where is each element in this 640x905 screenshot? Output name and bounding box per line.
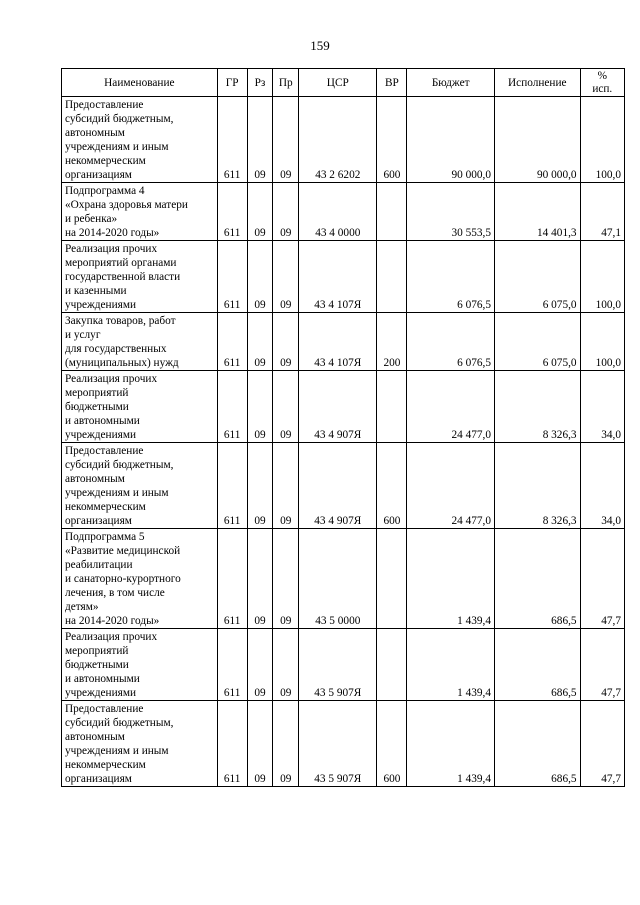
row-gr-cell: 611 [217, 529, 247, 629]
row-gr-cell: 611 [217, 97, 247, 183]
row-vr-cell [377, 241, 407, 313]
table-row [62, 629, 625, 701]
row-rz-cell: 09 [247, 241, 273, 313]
row-percent-cell: 100,0 [580, 313, 624, 371]
row-percent-cell: 47,7 [580, 529, 624, 629]
row-budget-cell: 30 553,5 [407, 183, 495, 241]
row-percent-cell: 100,0 [580, 241, 624, 313]
row-csr-cell: 43 5 907Я [299, 701, 377, 787]
row-budget-cell: 24 477,0 [407, 443, 495, 529]
row-percent-cell: 34,0 [580, 371, 624, 443]
header-gr: ГР [217, 69, 247, 97]
row-gr-cell: 611 [217, 313, 247, 371]
header-percent: % исп. [580, 69, 624, 97]
row-budget-cell: 24 477,0 [407, 371, 495, 443]
row-vr-cell [377, 629, 407, 701]
row-gr-cell: 611 [217, 371, 247, 443]
row-execution-cell: 6 075,0 [495, 241, 581, 313]
row-gr-cell: 611 [217, 241, 247, 313]
row-gr-cell: 611 [217, 701, 247, 787]
table-row [62, 701, 625, 787]
row-pr-cell: 09 [273, 529, 299, 629]
row-gr-cell: 611 [217, 443, 247, 529]
row-percent-cell: 34,0 [580, 443, 624, 529]
header-csr: ЦСР [299, 69, 377, 97]
row-rz-cell: 09 [247, 313, 273, 371]
row-gr-cell: 611 [217, 183, 247, 241]
budget-table [61, 68, 625, 787]
row-percent-cell: 100,0 [580, 97, 624, 183]
row-pr-cell: 09 [273, 183, 299, 241]
table-row [62, 241, 625, 313]
table-row [62, 443, 625, 529]
header-rz: Рз [247, 69, 273, 97]
row-gr-cell: 611 [217, 629, 247, 701]
table-row [62, 371, 625, 443]
row-rz-cell: 09 [247, 183, 273, 241]
page-number: 159 [310, 38, 330, 53]
row-pr-cell: 09 [273, 371, 299, 443]
row-name-cell: Реализация прочих мероприятий бюджетными и автономными учреждениями [62, 371, 218, 443]
row-rz-cell: 09 [247, 371, 273, 443]
header-budget: Бюджет [407, 69, 495, 97]
row-name-cell: Предоставление субсидий бюджетным, автономным учреждениям и иным некоммерческим организациям [62, 97, 218, 183]
row-execution-cell: 686,5 [495, 529, 581, 629]
header-execution: Исполнение [495, 69, 581, 97]
row-vr-cell [377, 183, 407, 241]
row-vr-cell [377, 529, 407, 629]
table-header-row [62, 69, 625, 97]
row-budget-cell: 6 076,5 [407, 241, 495, 313]
table-row [62, 529, 625, 629]
row-csr-cell: 43 4 0000 [299, 183, 377, 241]
row-execution-cell: 8 326,3 [495, 443, 581, 529]
row-rz-cell: 09 [247, 701, 273, 787]
table-row [62, 183, 625, 241]
row-pr-cell: 09 [273, 241, 299, 313]
table-row [62, 313, 625, 371]
header-pr: Пр [273, 69, 299, 97]
row-budget-cell: 90 000,0 [407, 97, 495, 183]
row-pr-cell: 09 [273, 313, 299, 371]
row-csr-cell: 43 4 107Я [299, 241, 377, 313]
row-percent-cell: 47,7 [580, 701, 624, 787]
row-name-cell: Предоставление субсидий бюджетным, автономным учреждениям и иным некоммерческим организациям [62, 701, 218, 787]
header-vr: ВР [377, 69, 407, 97]
row-budget-cell: 6 076,5 [407, 313, 495, 371]
row-rz-cell: 09 [247, 529, 273, 629]
row-pr-cell: 09 [273, 629, 299, 701]
row-csr-cell: 43 5 0000 [299, 529, 377, 629]
row-name-cell: Реализация прочих мероприятий бюджетными и автономными учреждениями [62, 629, 218, 701]
row-pr-cell: 09 [273, 97, 299, 183]
row-rz-cell: 09 [247, 97, 273, 183]
row-pr-cell: 09 [273, 443, 299, 529]
row-execution-cell: 8 326,3 [495, 371, 581, 443]
row-vr-cell: 600 [377, 97, 407, 183]
row-name-cell: Подпрограмма 5 «Развитие медицинской реабилитации и санаторно-курортного лечения, в том числе детям» на 2014-2020 годы» [62, 529, 218, 629]
row-execution-cell: 686,5 [495, 701, 581, 787]
row-csr-cell: 43 4 907Я [299, 371, 377, 443]
row-name-cell: Подпрограмма 4 «Охрана здоровья матери и ребенка» на 2014-2020 годы» [62, 183, 218, 241]
row-pr-cell: 09 [273, 701, 299, 787]
row-name-cell: Предоставление субсидий бюджетным, автономным учреждениям и иным некоммерческим организациям [62, 443, 218, 529]
row-execution-cell: 90 000,0 [495, 97, 581, 183]
row-budget-cell: 1 439,4 [407, 529, 495, 629]
row-csr-cell: 43 4 907Я [299, 443, 377, 529]
row-execution-cell: 6 075,0 [495, 313, 581, 371]
row-csr-cell: 43 5 907Я [299, 629, 377, 701]
row-csr-cell: 43 4 107Я [299, 313, 377, 371]
row-budget-cell: 1 439,4 [407, 701, 495, 787]
row-execution-cell: 14 401,3 [495, 183, 581, 241]
row-rz-cell: 09 [247, 443, 273, 529]
row-vr-cell [377, 371, 407, 443]
row-budget-cell: 1 439,4 [407, 629, 495, 701]
row-rz-cell: 09 [247, 629, 273, 701]
table-body [62, 97, 625, 787]
row-vr-cell: 200 [377, 313, 407, 371]
row-execution-cell: 686,5 [495, 629, 581, 701]
row-percent-cell: 47,1 [580, 183, 624, 241]
table-row [62, 97, 625, 183]
row-percent-cell: 47,7 [580, 629, 624, 701]
row-csr-cell: 43 2 6202 [299, 97, 377, 183]
row-name-cell: Реализация прочих мероприятий органами государственной власти и казенными учреждениями [62, 241, 218, 313]
row-vr-cell: 600 [377, 443, 407, 529]
row-name-cell: Закупка товаров, работ и услуг для государственных (муниципальных) нужд [62, 313, 218, 371]
header-name: Наименование [62, 69, 218, 97]
row-vr-cell: 600 [377, 701, 407, 787]
